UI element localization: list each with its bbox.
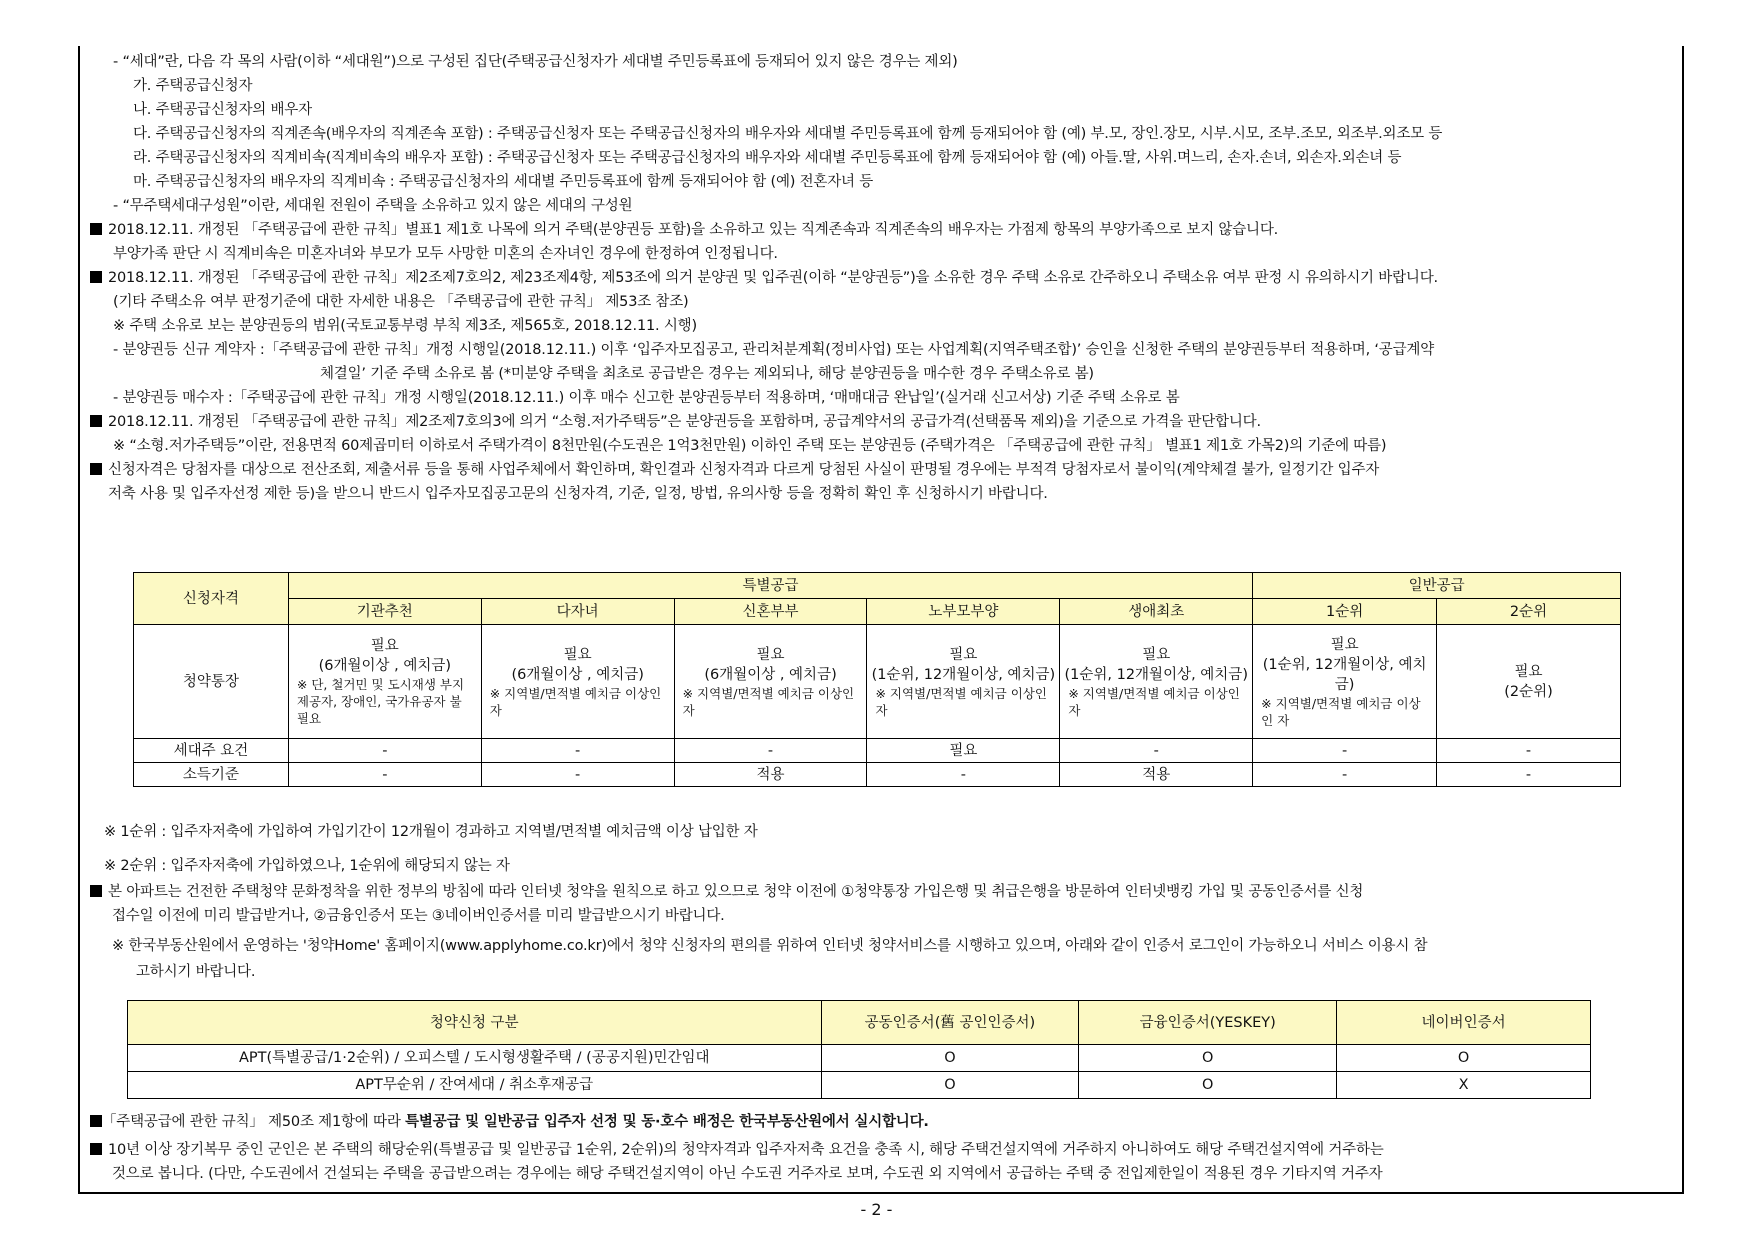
bullet-line xyxy=(90,882,1363,902)
text-line: ※ 한국부동산원에서 운영하는 '청약Home' 홈페이지(www.applyhome.co.kr)에서 청약 신청자의 편의를 위하여 인터넷 청약서비스를 시행하고 있으며, 아래와 같이 인증서 로그인이 가능하오니 서비스 이용시 참 xyxy=(112,938,1428,954)
text: 본 아파트는 건전한 주택청약 문화정착을 위한 정부의 방침에 따라 인터넷 청약을 원칙으로 하고 있으므로 청약 이전에 ①청약통장 가입은행 및 취급은행을 방문하여 인터넷뱅킹 가입 및 공동인증서를 신청 xyxy=(108,884,1364,900)
text: 2018.12.11. 개정된 「주택공급에 관한 규칙」제2조제7호의2, 제23조제4항, 제53조에 의거 분양권 및 입주권(이하 “분양권등”)을 소유한 경우 주택 소유로 간주하오니 주택소유 여부 판정 시 유의하시기 바랍니다. xyxy=(108,270,1438,286)
table-cell: - xyxy=(481,739,674,763)
text-line: 가. 주택공급신청자 xyxy=(133,78,253,94)
table-cell: 필요 (2순위) xyxy=(1437,625,1621,739)
text-line: 저축 사용 및 입주자선정 제한 등)을 받으니 반드시 입주자모집공고문의 신청자격, 기준, 일정, 방법, 유의사항 등을 정확히 확인 후 신청하시기 바랍니다. xyxy=(108,486,1048,502)
bullet-line xyxy=(90,1140,1384,1160)
note-line: ※ 2순위 : 입주자저축에 가입하였으나, 1순위에 해당되지 않는 자 xyxy=(104,858,510,874)
qualification-table xyxy=(133,572,1621,787)
text-line: ※ “소형.저가주택등”이란, 전용면적 60제곱미터 이하로서 주택가격이 8천만원(수도권은 1억3천만원) 이하인 주택 또는 분양권등 (주택가격은 「주택공급에 관한 규칙」 별표1 제1호 가목2)의 기준에 따름) xyxy=(113,438,1387,454)
square-bullet-icon xyxy=(90,885,102,897)
text-line: - “세대”란, 다음 각 목의 사람(이하 “세대원”)으로 구성된 집단(주택공급신청자가 세대별 주민등록표에 등재되어 있지 않은 경우는 제외) xyxy=(113,54,958,70)
text-line: 부양가족 판단 시 직계비속은 미혼자녀와 부모가 모두 사망한 미혼의 손자녀인 경우에 한정하여 인정됩니다. xyxy=(113,246,778,262)
table-row xyxy=(128,1072,1591,1099)
table-cell: O xyxy=(1337,1045,1591,1072)
table-cell: APT무순위 / 잔여세대 / 취소후재공급 xyxy=(128,1072,822,1099)
col-header: 신혼부부 xyxy=(674,599,867,625)
col-header: 청약신청 구분 xyxy=(128,1001,822,1045)
table-row xyxy=(128,1045,1591,1072)
text-line: ※ 주택 소유로 보는 분양권등의 범위(국토교통부령 부칙 제3조, 제565호, 2018.12.11. 시행) xyxy=(113,318,697,334)
bullet-line xyxy=(90,220,1278,240)
square-bullet-icon xyxy=(90,463,102,475)
table-cell: - xyxy=(1437,763,1621,787)
row-header-income: 소득기준 xyxy=(134,763,289,787)
text: 2018.12.11. 개정된 「주택공급에 관한 규칙」별표1 제1호 나목에 의거 주택(분양권등 포함)을 소유하고 있는 직계존속과 직계존속의 배우자는 가점제 항목의 부양가족으로 보지 않습니다. xyxy=(108,222,1279,238)
text-line: 라. 주택공급신청자의 직계비속(직계비속의 배우자 포함) : 주택공급신청자 또는 주택공급신청자의 배우자와 세대별 주민등록표에 함께 등재되어야 함 (예) 아들.딸, 사위.며느리, 손자.손녀, 외손자.외손녀 등 xyxy=(133,150,1402,166)
header-special-supply: 특별공급 xyxy=(288,573,1252,599)
table-cell: 필요 (1순위, 12개월이상, 예치금) ※ 지역별/면적별 예치금 이상인 자 xyxy=(867,625,1060,739)
table-cell: 적용 xyxy=(1060,763,1253,787)
text: 2018.12.11. 개정된 「주택공급에 관한 규칙」제2조제7호의3에 의거 “소형.저가주택등”은 분양권등을 포함하며, 공급계약서의 공급가격(선택품목 제외)을 기준으로 가격을 판단합니다. xyxy=(108,414,1261,430)
table-cell: APT(특별공급/1·2순위) / 오피스텔 / 도시형생활주택 / (공공지원)민간임대 xyxy=(128,1045,822,1072)
bullet-line xyxy=(90,412,1261,432)
table-cell: - xyxy=(288,763,481,787)
text-line: 나. 주택공급신청자의 배우자 xyxy=(133,102,312,118)
col-header: 2순위 xyxy=(1437,599,1621,625)
col-header: 공동인증서(舊 공인인증서) xyxy=(821,1001,1079,1045)
text-line: - 분양권등 신규 계약자 :「주택공급에 관한 규칙」개정 시행일(2018.12.11.) 이후 ‘입주자모집공고, 관리처분계획(정비사업) 또는 사업계획(지역주택조합)’ 승인을 신청한 주택의 분양권등부터 적용하며, ‘공급계약 xyxy=(113,342,1435,358)
table-cell: - xyxy=(1253,739,1437,763)
header-qualification: 신청자격 xyxy=(134,573,289,625)
bullet-line xyxy=(90,1112,929,1132)
table-cell: - xyxy=(481,763,674,787)
text: 10년 이상 장기복무 중인 군인은 본 주택의 해당순위(특별공급 및 일반공급 1순위, 2순위)의 청약자격과 입주자저축 요건을 충족 시, 해당 주택건설지역에 거주하지 아니하여도 해당 주택건설지역에 거주하는 xyxy=(108,1142,1384,1158)
text: 「주택공급에 관한 규칙」 제50조 제1항에 따라 xyxy=(102,1114,406,1130)
row-header-account: 청약통장 xyxy=(134,625,289,739)
square-bullet-icon xyxy=(90,415,102,427)
bullet-line xyxy=(90,268,1438,288)
square-bullet-icon xyxy=(90,271,102,283)
col-header: 기관추천 xyxy=(288,599,481,625)
table-cell: - xyxy=(1437,739,1621,763)
table-cell: X xyxy=(1337,1072,1591,1099)
table-cell: - xyxy=(674,739,867,763)
table-cell: 필요 (1순위, 12개월이상, 예치금) ※ 지역별/면적별 예치금 이상인 자 xyxy=(1253,625,1437,739)
text-line: 마. 주택공급신청자의 배우자의 직계비속 : 주택공급신청자의 세대별 주민등록표에 함께 등재되어야 함 (예) 전혼자녀 등 xyxy=(133,174,874,190)
text-line: 고하시기 바랍니다. xyxy=(136,964,256,980)
table-cell: O xyxy=(1079,1072,1337,1099)
page-number: - 2 - xyxy=(860,1200,893,1219)
table-cell: 적용 xyxy=(674,763,867,787)
table-cell: - xyxy=(1253,763,1437,787)
text: 신청자격은 당첨자를 대상으로 전산조회, 제출서류 등을 통해 사업주체에서 확인하며, 확인결과 신청자격과 다르게 당첨된 사실이 판명될 경우에는 부적격 당첨자로서 불이익(계약체결 불가, 일정기간 입주자 xyxy=(108,462,1380,478)
col-header: 다자녀 xyxy=(481,599,674,625)
col-header: 생애최초 xyxy=(1060,599,1253,625)
col-header: 1순위 xyxy=(1253,599,1437,625)
col-header: 네이버인증서 xyxy=(1337,1001,1591,1045)
note-line: ※ 1순위 : 입주자저축에 가입하여 가입기간이 12개월이 경과하고 지역별/면적별 예치금액 이상 납입한 자 xyxy=(104,824,758,840)
text-line: 다. 주택공급신청자의 직계존속(배우자의 직계존속 포함) : 주택공급신청자 또는 주택공급신청자의 배우자와 세대별 주민등록표에 함께 등재되어야 함 (예) 부.모, 장인.장모, 시부.시모, 조부.조모, 외조부.외조모 등 xyxy=(133,126,1443,142)
square-bullet-icon xyxy=(90,223,102,235)
text-line: - “무주택세대구성원”이란, 세대원 전원이 주택을 소유하고 있지 않은 세대의 구성원 xyxy=(113,198,633,214)
table-cell: O xyxy=(1079,1045,1337,1072)
table-cell: 필요 (1순위, 12개월이상, 예치금) ※ 지역별/면적별 예치금 이상인 자 xyxy=(1060,625,1253,739)
square-bullet-icon xyxy=(90,1115,102,1127)
bullet-line xyxy=(90,460,1379,480)
certificate-table xyxy=(127,1000,1591,1099)
text-line: 체결일’ 기준 주택 소유로 봄 (*미분양 주택을 최초로 공급받은 경우는 제외되나, 해당 분양권등을 매수한 경우 주택소유로 봄) xyxy=(320,366,1094,382)
bold-text: 특별공급 및 일반공급 입주자 선정 및 동·호수 배정은 한국부동산원에서 실시합니다. xyxy=(405,1114,929,1130)
col-header: 노부모부양 xyxy=(867,599,1060,625)
header-general-supply: 일반공급 xyxy=(1253,573,1621,599)
table-cell: 필요 xyxy=(867,739,1060,763)
row-header-householder: 세대주 요건 xyxy=(134,739,289,763)
text-line: - 분양권등 매수자 :「주택공급에 관한 규칙」개정 시행일(2018.12.11.) 이후 매수 신고한 분양권등부터 적용하며, ‘매매대금 완납일’(실거래 신고서상) 기준 주택 소유로 봄 xyxy=(113,390,1180,406)
table-cell: 필요 (6개월이상 , 예치금) ※ 지역별/면적별 예치금 이상인 자 xyxy=(674,625,867,739)
col-header: 금융인증서(YESKEY) xyxy=(1079,1001,1337,1045)
text-line: 접수일 이전에 미리 발급받거나, ②금융인증서 또는 ③네이버인증서를 미리 발급받으시기 바랍니다. xyxy=(112,908,725,924)
table-cell: O xyxy=(821,1045,1079,1072)
table-cell: - xyxy=(867,763,1060,787)
table-cell: - xyxy=(1060,739,1253,763)
table-cell: 필요 (6개월이상 , 예치금) ※ 지역별/면적별 예치금 이상인 자 xyxy=(481,625,674,739)
text-line: (기타 주택소유 여부 판정기준에 대한 자세한 내용은 「주택공급에 관한 규칙」 제53조 참조) xyxy=(113,294,689,310)
square-bullet-icon xyxy=(90,1143,102,1155)
table-cell: - xyxy=(288,739,481,763)
table-cell: 필요 (6개월이상 , 예치금) ※ 단, 철거민 및 도시재생 부지제공자, 장애인, 국가유공자 불필요 xyxy=(288,625,481,739)
table-cell: O xyxy=(821,1072,1079,1099)
text-line: 것으로 봅니다. (다만, 수도권에서 건설되는 주택을 공급받으려는 경우에는 해당 주택건설지역이 아닌 수도권 거주자로 보며, 수도권 외 지역에서 공급하는 주택 중 전입제한일이 적용된 경우 기타지역 거주자 xyxy=(112,1166,1383,1182)
